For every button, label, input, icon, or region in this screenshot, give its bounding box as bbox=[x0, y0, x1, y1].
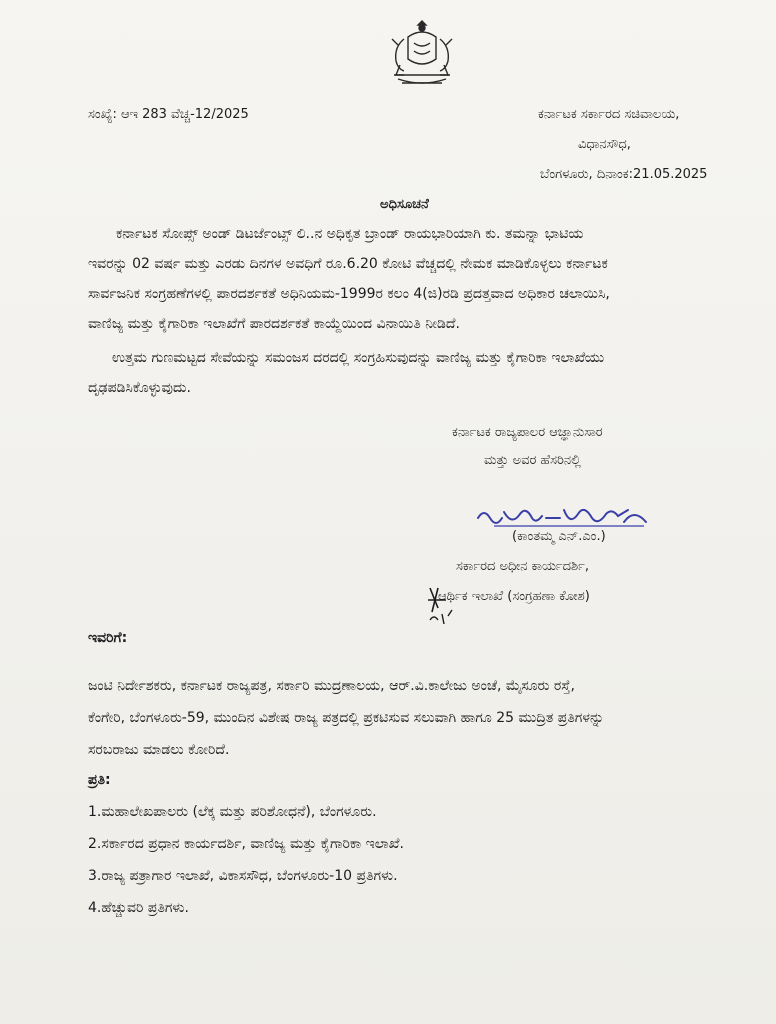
signatory-department: ಆರ್ಥಿಕ ಇಲಾಖೆ (ಸಂಗ್ರಹಣಾ ಕೋಶ) bbox=[438, 589, 590, 604]
copy-item: 2.ಸರ್ಕಾರದ ಪ್ರಧಾನ ಕಾರ್ಯದರ್ಶಿ, ವಾಣಿಜ್ಯ ಮತ್ತು ಕೈಗಾರಿಕಾ ಇಲಾಖೆ. bbox=[88, 836, 404, 852]
state-emblem-icon bbox=[384, 15, 460, 87]
body-line: ಇವರನ್ನು 02 ವರ್ಷ ಮತ್ತು ಎರಡು ದಿನಗಳ ಅವಧಿಗೆ ರೂ.6.20 ಕೋಟಿ ವೆಚ್ಚದಲ್ಲಿ ನೇಮಕ ಮಾಡಿಕೊಳ್ಳಲು ಕರ್ನಾಟಕ bbox=[88, 256, 608, 272]
recipient-label: ಇವರಿಗೆ: bbox=[88, 630, 128, 646]
initial-mark-image bbox=[424, 584, 460, 626]
signatory-designation: ಸರ್ಕಾರದ ಅಧೀನ ಕಾರ್ಯದರ್ಶಿ, bbox=[456, 559, 590, 574]
authority-line: ಮತ್ತು ಅವರ ಹೆಸರಿನಲ್ಲಿ bbox=[484, 453, 581, 468]
recipient-line: ಕೆಂಗೇರಿ, ಬೆಂಗಳೂರು-59, ಮುಂದಿನ ವಿಶೇಷ ರಾಜ್ಯ ಪತ್ರದಲ್ಲಿ ಪ್ರಕಟಿಸುವ ಸಲುವಾಗಿ ಹಾಗೂ 25 ಮುದ್ರಿತ ಪ್ರತಿಗಳನ್ನು bbox=[88, 710, 605, 726]
body-line: ಕರ್ನಾಟಕ ಸೋಪ್ಸ್ ಅಂಡ್ ಡಿಟರ್ಜೆಂಟ್ಸ್ ಲಿ..ನ ಅಧಿಕೃತ ಬ್ರಾಂಡ್ ರಾಯಭಾರಿಯಾಗಿ ಕು. ತಮನ್ನಾ ಭಾಟಿಯ bbox=[116, 226, 584, 242]
body-line: ದೃಢಪಡಿಸಿಕೊಳ್ಳುವುದು. bbox=[88, 380, 191, 396]
reference-number: ಸಂಖ್ಯೆ: ಆಇ 283 ವೆಚ್ಚ-12/2025 bbox=[88, 107, 249, 122]
signatory-name: (ಕಾಂತಮ್ಮ ಎನ್.ಎಂ.) bbox=[512, 529, 606, 544]
document-title: ಅಧಿಸೂಚನೆ bbox=[380, 197, 429, 212]
recipient-line: ಜಂಟಿ ನಿರ್ದೇಶಕರು, ಕರ್ನಾಟಕ ರಾಜ್ಯಪತ್ರ, ಸರ್ಕಾರಿ ಮುದ್ರಣಾಲಯ, ಆರ್.ವಿ.ಕಾಲೇಜು ಅಂಚೆ, ಮೈಸೂರು ರಸ್ತೆ, bbox=[88, 678, 575, 694]
recipient-line: ಸರಬರಾಜು ಮಾಡಲು ಕೋರಿದೆ. bbox=[88, 742, 230, 758]
office-name: ಕರ್ನಾಟಕ ಸರ್ಕಾರದ ಸಚಿವಾಲಯ, bbox=[538, 107, 680, 122]
copy-item: 1.ಮಹಾಲೇಖಪಾಲರು (ಲೆಕ್ಕ ಮತ್ತು ಪರಿಶೋಧನೆ), ಬೆಂಗಳೂರು. bbox=[88, 804, 377, 820]
office-building: ವಿಧಾನಸೌಧ, bbox=[578, 137, 631, 152]
copy-item: 3.ರಾಜ್ಯ ಪತ್ರಾಗಾರ ಇಲಾಖೆ, ವಿಕಾಸಸೌಧ, ಬೆಂಗಳೂರು-10 ಪ್ರತಿಗಳು. bbox=[88, 868, 398, 884]
body-line: ಸಾರ್ವಜನಿಕ ಸಂಗ್ರಹಣೆಗಳಲ್ಲಿ ಪಾರದರ್ಶಕತೆ ಅಧಿನಿಯಮ-1999ರ ಕಲಂ 4(ಜಿ)ರಡಿ ಪ್ರದತ್ತವಾದ ಅಧಿಕಾರ ಚಲಾಯಿಸಿ, bbox=[88, 286, 610, 302]
authority-line: ಕರ್ನಾಟಕ ರಾಜ್ಯಪಾಲರ ಆಜ್ಞಾನುಸಾರ bbox=[452, 425, 603, 440]
body-line: ಉತ್ತಮ ಗುಣಮಟ್ಟದ ಸೇವೆಯನ್ನು ಸಮಂಜಸ ದರದಲ್ಲಿ ಸಂಗ್ರಹಿಸುವುದನ್ನು ವಾಣಿಜ್ಯ ಮತ್ತು ಕೈಗಾರಿಕಾ ಇಲಾಖೆಯು bbox=[112, 350, 605, 366]
copy-item: 4.ಹೆಚ್ಚುವರಿ ಪ್ರತಿಗಳು. bbox=[88, 900, 189, 916]
body-line: ವಾಣಿಜ್ಯ ಮತ್ತು ಕೈಗಾರಿಕಾ ಇಲಾಖೆಗೆ ಪಾರದರ್ಶಕತೆ ಕಾಯ್ದೆಯಿಂದ ವಿನಾಯಿತಿ ನೀಡಿದೆ. bbox=[88, 316, 460, 332]
place-and-date: ಬೆಂಗಳೂರು, ದಿನಾಂಕ:21.05.2025 bbox=[540, 167, 708, 182]
copies-label: ಪ್ರತಿ: bbox=[88, 772, 111, 788]
